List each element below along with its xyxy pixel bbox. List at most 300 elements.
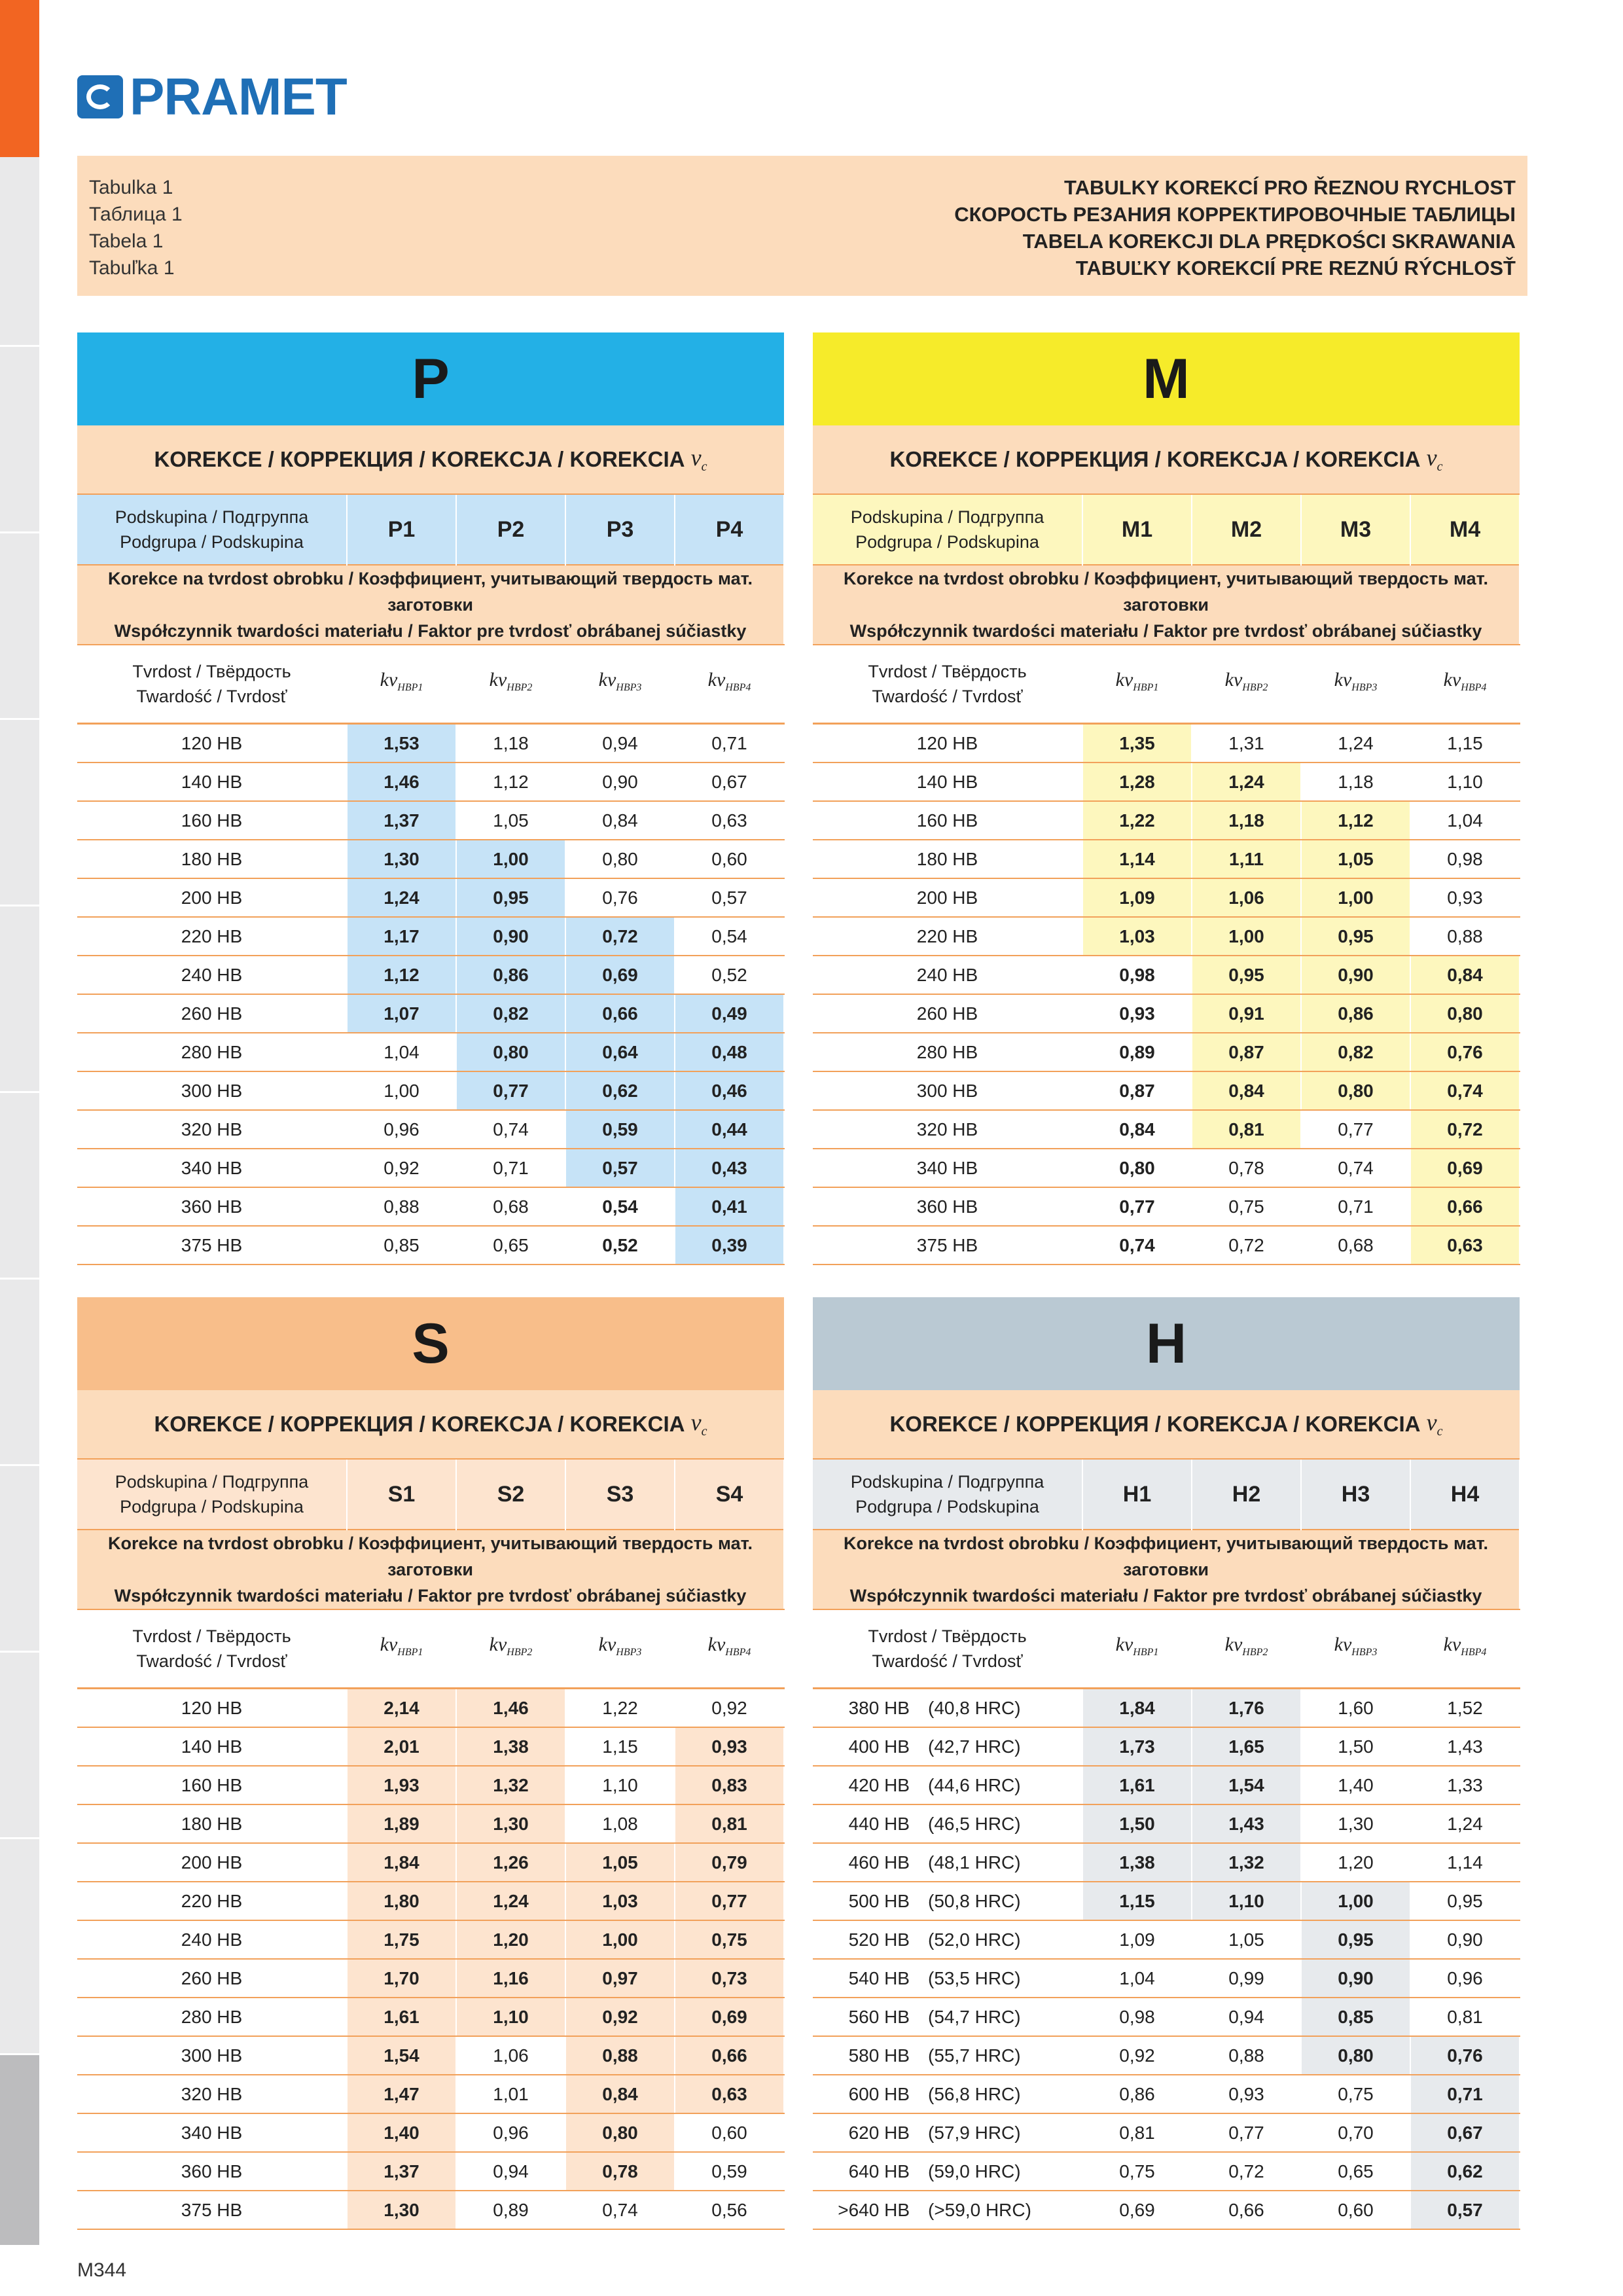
vc-symbol: $v_c$ xyxy=(690,1409,707,1439)
table-row xyxy=(813,2113,1520,2152)
panel-title: S xyxy=(77,1297,784,1390)
correction-table xyxy=(77,1460,785,2230)
side-tab xyxy=(0,1653,39,1839)
table-row xyxy=(77,1998,784,2036)
table-row xyxy=(77,2152,784,2191)
kv-value: 0,96 xyxy=(1410,1959,1520,1998)
subgroup-code: M4 xyxy=(1410,495,1520,565)
kv-value: 0,57 xyxy=(675,878,784,917)
table-row xyxy=(77,801,784,840)
kv-value: 0,72 xyxy=(565,917,675,956)
hardness-value: 300 HB xyxy=(813,1071,1082,1110)
kv-header: $kv_{HBP3}$ xyxy=(565,1609,675,1689)
table-row xyxy=(77,956,784,994)
table-row xyxy=(77,1920,784,1959)
subgroup-code: S4 xyxy=(675,1460,784,1530)
subgroup-label xyxy=(77,1460,347,1530)
kv-value: 0,48 xyxy=(675,1033,784,1071)
kv-value: 1,10 xyxy=(456,1998,565,2036)
kv-value: 0,80 xyxy=(1301,2036,1410,2075)
kv-value: 1,07 xyxy=(347,994,456,1033)
hardness-value: 200 HB xyxy=(813,878,1082,917)
hardness-note xyxy=(77,565,784,645)
kv-value: 0,88 xyxy=(565,2036,675,2075)
kv-value: 1,10 xyxy=(1410,762,1520,801)
kv-value: 0,97 xyxy=(565,1959,675,1998)
table-row xyxy=(77,2075,784,2113)
subgroup-row xyxy=(813,1460,1520,1530)
hardness-value: 620 HB (57,9 HRC) xyxy=(813,2113,1082,2152)
kv-value: 0,90 xyxy=(1301,956,1410,994)
kv-value: 0,75 xyxy=(1301,2075,1410,2113)
kv-value: 1,12 xyxy=(456,762,565,801)
kv-value: 1,28 xyxy=(1082,762,1192,801)
kv-value: 1,93 xyxy=(347,1766,456,1804)
subgroup-code: M2 xyxy=(1192,495,1301,565)
subgroup-label-line: Podskupina / Подгруппа xyxy=(850,507,1044,527)
hardness-value: 560 HB (54,7 HRC) xyxy=(813,1998,1082,2036)
table-row xyxy=(77,1882,784,1920)
hardness-header-line: Twardość / Tvrdosť xyxy=(136,1651,287,1671)
kv-value: 1,06 xyxy=(1192,878,1301,917)
kv-header: $kv_{HBP4}$ xyxy=(675,645,784,724)
kv-value: 1,65 xyxy=(1192,1727,1301,1766)
table-title-sk: TABUĽKY KOREKCIÍ PRE REZNÚ RÝCHLOSŤ xyxy=(1075,257,1516,279)
hardness-value: 120 HB xyxy=(813,724,1082,763)
kv-value: 0,49 xyxy=(675,994,784,1033)
table-row xyxy=(813,1882,1520,1920)
correction-table xyxy=(813,1460,1520,2230)
kv-value: 0,93 xyxy=(1192,2075,1301,2113)
kv-value: 0,57 xyxy=(565,1149,675,1187)
kv-value: 1,05 xyxy=(456,801,565,840)
panel-p xyxy=(77,332,784,1265)
kv-value: 0,54 xyxy=(675,917,784,956)
subgroup-code: P2 xyxy=(456,495,565,565)
kv-value: 1,04 xyxy=(347,1033,456,1071)
kv-value: 0,68 xyxy=(1301,1226,1410,1265)
table-row xyxy=(813,1226,1520,1265)
kv-value: 1,22 xyxy=(1082,801,1192,840)
table-title-cs: TABULKY KOREKCÍ PRO ŘEZNOU RYCHLOST xyxy=(1063,176,1516,199)
kv-value: 0,85 xyxy=(347,1226,456,1265)
kv-value: 0,71 xyxy=(1301,1187,1410,1226)
kv-header: $kv_{HBP4}$ xyxy=(1410,645,1520,724)
kv-value: 1,54 xyxy=(347,2036,456,2075)
table-row xyxy=(813,1959,1520,1998)
subgroup-code: S3 xyxy=(565,1460,675,1530)
hardness-value: 320 HB xyxy=(813,1110,1082,1149)
table-row xyxy=(77,1226,784,1265)
kv-value: 1,46 xyxy=(456,1689,565,1728)
hardness-value: 500 HB (50,8 HRC) xyxy=(813,1882,1082,1920)
kv-value: 1,32 xyxy=(1192,1843,1301,1882)
kv-value: 1,52 xyxy=(1410,1689,1520,1728)
side-tab xyxy=(0,157,39,347)
kv-header: $kv_{HBP3}$ xyxy=(1301,1609,1410,1689)
kv-value: 1,40 xyxy=(347,2113,456,2152)
kv-header: $kv_{HBP2}$ xyxy=(1192,645,1301,724)
hardness-value: 340 HB xyxy=(813,1149,1082,1187)
pramet-logo-icon xyxy=(77,75,123,118)
hardness-note-line: Korekce na tvrdost obrobku / Коэффициент, учитывающий твердость мат. заготовки xyxy=(108,1534,753,1579)
table-row xyxy=(77,1843,784,1882)
kv-value: 1,70 xyxy=(347,1959,456,1998)
kv-value: 0,84 xyxy=(565,801,675,840)
kv-value: 0,54 xyxy=(565,1187,675,1226)
subgroup-label-line: Podgrupa / Podskupina xyxy=(855,532,1039,552)
kv-value: 0,81 xyxy=(1410,1998,1520,2036)
subgroup-label xyxy=(77,495,347,565)
kv-value: 1,26 xyxy=(456,1843,565,1882)
hardness-value: 240 HB xyxy=(77,956,347,994)
kv-value: 1,84 xyxy=(1082,1689,1192,1728)
kv-header: $kv_{HBP1}$ xyxy=(1082,645,1192,724)
kv-header: $kv_{HBP2}$ xyxy=(456,1609,565,1689)
hardness-note-line: Współczynnik twardości materiału / Faktor pre tvrdosť obrábanej súčiastky xyxy=(849,1586,1482,1605)
kv-value: 0,66 xyxy=(675,2036,784,2075)
table-row xyxy=(77,1766,784,1804)
kv-value: 0,80 xyxy=(1082,1149,1192,1187)
note-row xyxy=(813,1530,1520,1609)
hardness-value: 180 HB xyxy=(77,840,347,878)
table-row xyxy=(813,1766,1520,1804)
hardness-value: 280 HB xyxy=(77,1998,347,2036)
hardness-value: 300 HB xyxy=(77,1071,347,1110)
kv-value: 1,00 xyxy=(565,1920,675,1959)
kv-value: 1,35 xyxy=(1082,724,1192,763)
kv-value: 0,88 xyxy=(347,1187,456,1226)
table-row xyxy=(77,724,784,763)
kv-value: 0,72 xyxy=(1192,2152,1301,2191)
kv-value: 1,80 xyxy=(347,1882,456,1920)
kv-value: 1,73 xyxy=(1082,1727,1192,1766)
kv-value: 0,72 xyxy=(1192,1226,1301,1265)
kv-value: 0,94 xyxy=(456,2152,565,2191)
hardness-value: >640 HB (>59,0 HRC) xyxy=(813,2191,1082,2229)
kv-value: 0,74 xyxy=(565,2191,675,2229)
subgroup-code: S1 xyxy=(347,1460,456,1530)
kv-value: 0,43 xyxy=(675,1149,784,1187)
table-row xyxy=(77,1804,784,1843)
hardness-header xyxy=(813,1609,1082,1689)
correction-heading xyxy=(77,425,784,495)
kv-value: 1,00 xyxy=(1301,878,1410,917)
hardness-value: 280 HB xyxy=(77,1033,347,1071)
kv-value: 0,66 xyxy=(565,994,675,1033)
hardness-value: 520 HB (52,0 HRC) xyxy=(813,1920,1082,1959)
note-row xyxy=(77,1530,784,1609)
kv-value: 1,54 xyxy=(1192,1766,1301,1804)
panel-title: P xyxy=(77,332,784,425)
kv-value: 1,24 xyxy=(347,878,456,917)
hardness-note-line: Współczynnik twardości materiału / Faktor pre tvrdosť obrábanej súčiastky xyxy=(114,621,747,641)
kv-value: 0,91 xyxy=(1192,994,1301,1033)
vc-symbol: $v_c$ xyxy=(1426,1409,1443,1439)
kv-value: 0,44 xyxy=(675,1110,784,1149)
kv-value: 1,43 xyxy=(1192,1804,1301,1843)
table-row xyxy=(813,2191,1520,2229)
kv-value: 1,15 xyxy=(565,1727,675,1766)
kv-value: 0,88 xyxy=(1192,2036,1301,2075)
kv-value: 0,94 xyxy=(565,724,675,763)
kv-value: 0,81 xyxy=(675,1804,784,1843)
table-row xyxy=(813,917,1520,956)
kv-header: $kv_{HBP3}$ xyxy=(565,645,675,724)
kv-value: 0,74 xyxy=(1301,1149,1410,1187)
kv-value: 0,71 xyxy=(675,724,784,763)
kv-value: 1,12 xyxy=(347,956,456,994)
hardness-value: 140 HB xyxy=(77,762,347,801)
subgroup-code: S2 xyxy=(456,1460,565,1530)
kv-value: 0,64 xyxy=(565,1033,675,1071)
kv-value: 1,47 xyxy=(347,2075,456,2113)
kv-value: 0,46 xyxy=(675,1071,784,1110)
kv-value: 1,32 xyxy=(456,1766,565,1804)
side-tab xyxy=(0,1093,39,1280)
kv-value: 0,92 xyxy=(1082,2036,1192,2075)
kv-value: 0,98 xyxy=(1082,1998,1192,2036)
hardness-value: 140 HB xyxy=(813,762,1082,801)
correction-label: KOREKCE / КОРРЕКЦИЯ / KOREKCJA / KOREKCIA xyxy=(154,447,685,471)
kv-value: 0,95 xyxy=(456,878,565,917)
kv-value: 0,80 xyxy=(1410,994,1520,1033)
kv-value: 1,53 xyxy=(347,724,456,763)
kv-value: 0,41 xyxy=(675,1187,784,1226)
kv-value: 0,66 xyxy=(1410,1187,1520,1226)
kv-value: 0,90 xyxy=(1301,1959,1410,1998)
kv-value: 1,30 xyxy=(347,840,456,878)
hardness-value: 600 HB (56,8 HRC) xyxy=(813,2075,1082,2113)
hardness-value: 375 HB xyxy=(77,1226,347,1265)
table-row xyxy=(813,1149,1520,1187)
kv-value: 1,10 xyxy=(565,1766,675,1804)
kv-value: 0,62 xyxy=(565,1071,675,1110)
hardness-value: 200 HB xyxy=(77,878,347,917)
kv-value: 0,63 xyxy=(675,2075,784,2113)
kv-value: 0,67 xyxy=(1410,2113,1520,2152)
kv-value: 1,05 xyxy=(1301,840,1410,878)
subgroup-label-line: Podskupina / Подгруппа xyxy=(850,1472,1044,1492)
note-row xyxy=(77,565,784,645)
kv-value: 0,98 xyxy=(1082,956,1192,994)
kv-value: 1,46 xyxy=(347,762,456,801)
table-row xyxy=(813,2036,1520,2075)
kv-value: 0,70 xyxy=(1301,2113,1410,2152)
table-row xyxy=(813,840,1520,878)
hardness-value: 375 HB xyxy=(77,2191,347,2229)
kv-value: 0,93 xyxy=(1082,994,1192,1033)
table-row xyxy=(813,1843,1520,1882)
hardness-value: 340 HB xyxy=(77,1149,347,1187)
kv-value: 0,90 xyxy=(456,917,565,956)
table-row xyxy=(813,994,1520,1033)
kv-value: 1,20 xyxy=(1301,1843,1410,1882)
kv-value: 0,60 xyxy=(675,2113,784,2152)
kv-value: 1,04 xyxy=(1410,801,1520,840)
hardness-value: 460 HB (48,1 HRC) xyxy=(813,1843,1082,1882)
table-row xyxy=(813,1727,1520,1766)
hardness-value: 200 HB xyxy=(77,1843,347,1882)
hardness-value: 580 HB (55,7 HRC) xyxy=(813,2036,1082,2075)
hardness-value: 320 HB xyxy=(77,2075,347,2113)
kv-value: 0,84 xyxy=(1192,1071,1301,1110)
hardness-note xyxy=(77,1530,784,1609)
hardness-header-line: Tvrdost / Твёрдость xyxy=(868,662,1027,681)
correction-label: KOREKCE / КОРРЕКЦИЯ / KOREKCJA / KOREKCIA xyxy=(889,447,1421,471)
table-row xyxy=(813,1689,1520,1728)
vc-symbol: $v_c$ xyxy=(1426,444,1443,475)
hardness-value: 240 HB xyxy=(77,1920,347,1959)
subgroup-label-line: Podgrupa / Podskupina xyxy=(120,1497,304,1516)
kv-value: 0,74 xyxy=(1082,1226,1192,1265)
kv-value: 0,84 xyxy=(1410,956,1520,994)
table-titles xyxy=(954,174,1516,281)
note-row xyxy=(813,565,1520,645)
kv-value: 1,24 xyxy=(1192,762,1301,801)
column-header-row xyxy=(77,1609,784,1689)
hardness-value: 160 HB xyxy=(77,801,347,840)
column-header-row xyxy=(813,645,1520,724)
hardness-value: 220 HB xyxy=(77,1882,347,1920)
subgroup-code: H4 xyxy=(1410,1460,1520,1530)
panel-m xyxy=(813,332,1520,1265)
table-row xyxy=(77,2191,784,2229)
pramet-logo xyxy=(77,67,347,126)
table-title-pl: TABELA KOREKCJI DLA PRĘDKOŚCI SKRAWANIA xyxy=(1022,230,1516,253)
kv-value: 1,18 xyxy=(1192,801,1301,840)
kv-value: 0,98 xyxy=(1410,840,1520,878)
kv-value: 0,92 xyxy=(675,1689,784,1728)
kv-value: 0,95 xyxy=(1192,956,1301,994)
hardness-note xyxy=(813,1530,1520,1609)
column-header-row xyxy=(813,1609,1520,1689)
kv-value: 0,82 xyxy=(1301,1033,1410,1071)
kv-value: 0,77 xyxy=(675,1882,784,1920)
subgroup-label xyxy=(813,495,1082,565)
table-row xyxy=(813,1998,1520,2036)
subgroup-row xyxy=(77,1460,784,1530)
kv-value: 0,52 xyxy=(565,1226,675,1265)
side-tab xyxy=(0,1466,39,1653)
kv-value: 0,76 xyxy=(1410,2036,1520,2075)
kv-value: 1,31 xyxy=(1192,724,1301,763)
panel-s xyxy=(77,1297,784,2230)
table-row xyxy=(77,1110,784,1149)
kv-value: 0,95 xyxy=(1410,1882,1520,1920)
table-number-ru: Таблица 1 xyxy=(89,204,183,225)
kv-value: 1,30 xyxy=(1301,1804,1410,1843)
kv-value: 0,66 xyxy=(1192,2191,1301,2229)
side-tab xyxy=(0,347,39,533)
kv-value: 1,11 xyxy=(1192,840,1301,878)
kv-value: 1,38 xyxy=(1082,1843,1192,1882)
table-row xyxy=(77,2036,784,2075)
kv-value: 0,96 xyxy=(347,1110,456,1149)
kv-value: 0,39 xyxy=(675,1226,784,1265)
kv-value: 0,78 xyxy=(565,2152,675,2191)
kv-value: 0,80 xyxy=(1301,1071,1410,1110)
kv-value: 0,81 xyxy=(1192,1110,1301,1149)
table-row xyxy=(77,1727,784,1766)
kv-value: 1,43 xyxy=(1410,1727,1520,1766)
kv-value: 1,22 xyxy=(565,1689,675,1728)
hardness-header-line: Twardość / Tvrdosť xyxy=(872,1651,1023,1671)
kv-value: 1,18 xyxy=(456,724,565,763)
kv-value: 1,15 xyxy=(1082,1882,1192,1920)
kv-value: 0,60 xyxy=(1301,2191,1410,2229)
kv-value: 0,65 xyxy=(456,1226,565,1265)
subgroup-label-line: Podgrupa / Podskupina xyxy=(855,1497,1039,1516)
kv-header: $kv_{HBP1}$ xyxy=(347,1609,456,1689)
table-row xyxy=(813,1187,1520,1226)
table-row xyxy=(813,762,1520,801)
subgroup-code: H3 xyxy=(1301,1460,1410,1530)
hardness-value: 300 HB xyxy=(77,2036,347,2075)
hardness-value: 260 HB xyxy=(77,1959,347,1998)
hardness-value: 440 HB (46,5 HRC) xyxy=(813,1804,1082,1843)
kv-value: 1,24 xyxy=(1410,1804,1520,1843)
table-row xyxy=(813,1071,1520,1110)
kv-value: 0,79 xyxy=(675,1843,784,1882)
brand-name: PRAMET xyxy=(130,67,347,126)
kv-value: 0,76 xyxy=(565,878,675,917)
kv-value: 0,71 xyxy=(456,1149,565,1187)
table-row xyxy=(813,2075,1520,2113)
subgroup-label-line: Podskupina / Подгруппа xyxy=(115,1472,309,1492)
table-row xyxy=(813,801,1520,840)
column-header-row xyxy=(77,645,784,724)
kv-header: $kv_{HBP1}$ xyxy=(1082,1609,1192,1689)
kv-value: 1,18 xyxy=(1301,762,1410,801)
hardness-value: 400 HB (42,7 HRC) xyxy=(813,1727,1082,1766)
side-tab xyxy=(0,1839,39,2055)
kv-header: $kv_{HBP4}$ xyxy=(675,1609,784,1689)
table-row xyxy=(813,878,1520,917)
kv-value: 0,83 xyxy=(675,1766,784,1804)
kv-value: 0,69 xyxy=(1410,1149,1520,1187)
correction-heading xyxy=(77,1390,784,1460)
kv-value: 1,14 xyxy=(1082,840,1192,878)
kv-value: 0,77 xyxy=(1082,1187,1192,1226)
hardness-header xyxy=(813,645,1082,724)
subgroup-code: P4 xyxy=(675,495,784,565)
kv-value: 1,89 xyxy=(347,1804,456,1843)
kv-value: 1,14 xyxy=(1410,1843,1520,1882)
side-tab-current xyxy=(0,2055,39,2245)
table-row xyxy=(813,956,1520,994)
kv-value: 1,24 xyxy=(1301,724,1410,763)
kv-value: 0,94 xyxy=(1192,1998,1301,2036)
hardness-value: 160 HB xyxy=(813,801,1082,840)
hardness-value: 360 HB xyxy=(77,1187,347,1226)
kv-value: 0,77 xyxy=(1301,1110,1410,1149)
kv-value: 1,20 xyxy=(456,1920,565,1959)
kv-value: 0,93 xyxy=(1410,878,1520,917)
hardness-value: 260 HB xyxy=(77,994,347,1033)
side-tab xyxy=(0,533,39,720)
table-row xyxy=(77,1149,784,1187)
kv-value: 1,00 xyxy=(1301,1882,1410,1920)
table-row xyxy=(77,1033,784,1071)
correction-table xyxy=(77,495,785,1265)
kv-value: 0,80 xyxy=(565,840,675,878)
table-row xyxy=(813,2152,1520,2191)
kv-value: 2,14 xyxy=(347,1689,456,1728)
table-number-sk: Tabuľka 1 xyxy=(89,257,175,279)
side-tab xyxy=(0,720,39,906)
table-row xyxy=(813,1033,1520,1071)
